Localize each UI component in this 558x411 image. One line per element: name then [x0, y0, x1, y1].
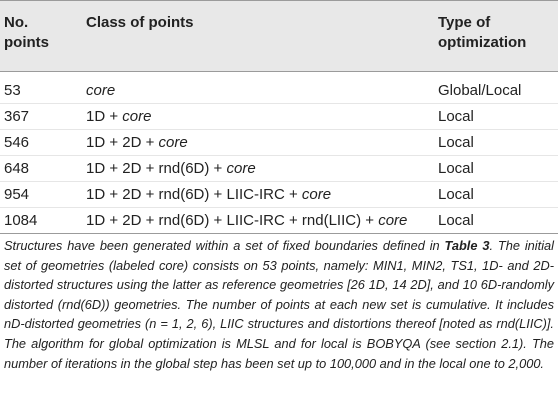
- cell-class: [86, 208, 407, 234]
- class-core: core: [122, 108, 152, 125]
- table-header: [0, 0, 558, 72]
- cell-points: 1084: [4, 212, 38, 229]
- cell-class: [86, 182, 331, 208]
- cell-points: 367: [4, 108, 30, 125]
- cell-class: [86, 104, 151, 130]
- cell-points: 954: [4, 186, 30, 203]
- cell-points: 53: [4, 82, 21, 99]
- header-class-of-points: Class of points: [86, 14, 194, 31]
- class-core: core: [378, 212, 408, 229]
- cell-points: 648: [4, 160, 30, 177]
- class-prefix: 1D +: [86, 108, 123, 125]
- table-row: [0, 78, 558, 104]
- cell-points: 546: [4, 134, 30, 151]
- class-core: core: [226, 160, 256, 177]
- class-prefix: 1D + 2D + rnd(6D) + LIIC-IRC + rnd(LIIC) +: [86, 212, 379, 229]
- cell-type: Local: [438, 186, 474, 203]
- table-footnote: [4, 236, 554, 373]
- table-row: [0, 104, 558, 130]
- table-row: [0, 130, 558, 156]
- cell-type: Local: [438, 108, 474, 125]
- table-row: [0, 182, 558, 208]
- header-no-points: No. points: [4, 14, 49, 51]
- footnote-text-start: Structures have been generated within a set of fixed boundaries defined in: [4, 238, 445, 253]
- class-prefix: 1D + 2D +: [86, 134, 159, 151]
- footnote-text-rest: . The initial set of geometries (labeled core) consists on 53 points, namely: MIN1, MIN2, TS1, 1D- and 2D-distorted structures using the latter as reference geometries [26 1D, 14 2D], and 10 6D-randomly distorted (rnd(6D)) geometries. The number of points at each new set is cumulative. It includes nD-distorted geometries (n = 1, 2, 6), LIIC structures and distortions thereof [noted as rnd(LIIC)]. The algorithm for global optimization is MLSL and for local is BOBYQA (see section 2.1). The number of iterations in the global step has been set up to 100,000 and in the local one to 2,000.: [4, 238, 554, 371]
- table-3-reference[interactable]: Table 3: [444, 238, 490, 253]
- header-type-of-optimization: Type of optimization: [438, 14, 527, 51]
- class-core: core: [158, 134, 188, 151]
- table-row: [0, 208, 558, 234]
- class-prefix: 1D + 2D + rnd(6D) + LIIC-IRC +: [86, 186, 302, 203]
- cell-class: [86, 130, 188, 156]
- class-prefix: 1D + 2D + rnd(6D) +: [86, 160, 227, 177]
- table-row: [0, 156, 558, 182]
- cell-type: Global/Local: [438, 82, 522, 99]
- cell-class: [86, 156, 256, 182]
- cell-type: Local: [438, 134, 474, 151]
- cell-type: Local: [438, 160, 474, 177]
- class-core: core: [301, 186, 332, 203]
- class-core: core: [86, 82, 116, 99]
- cell-class: [86, 78, 115, 104]
- cell-type: Local: [438, 212, 474, 229]
